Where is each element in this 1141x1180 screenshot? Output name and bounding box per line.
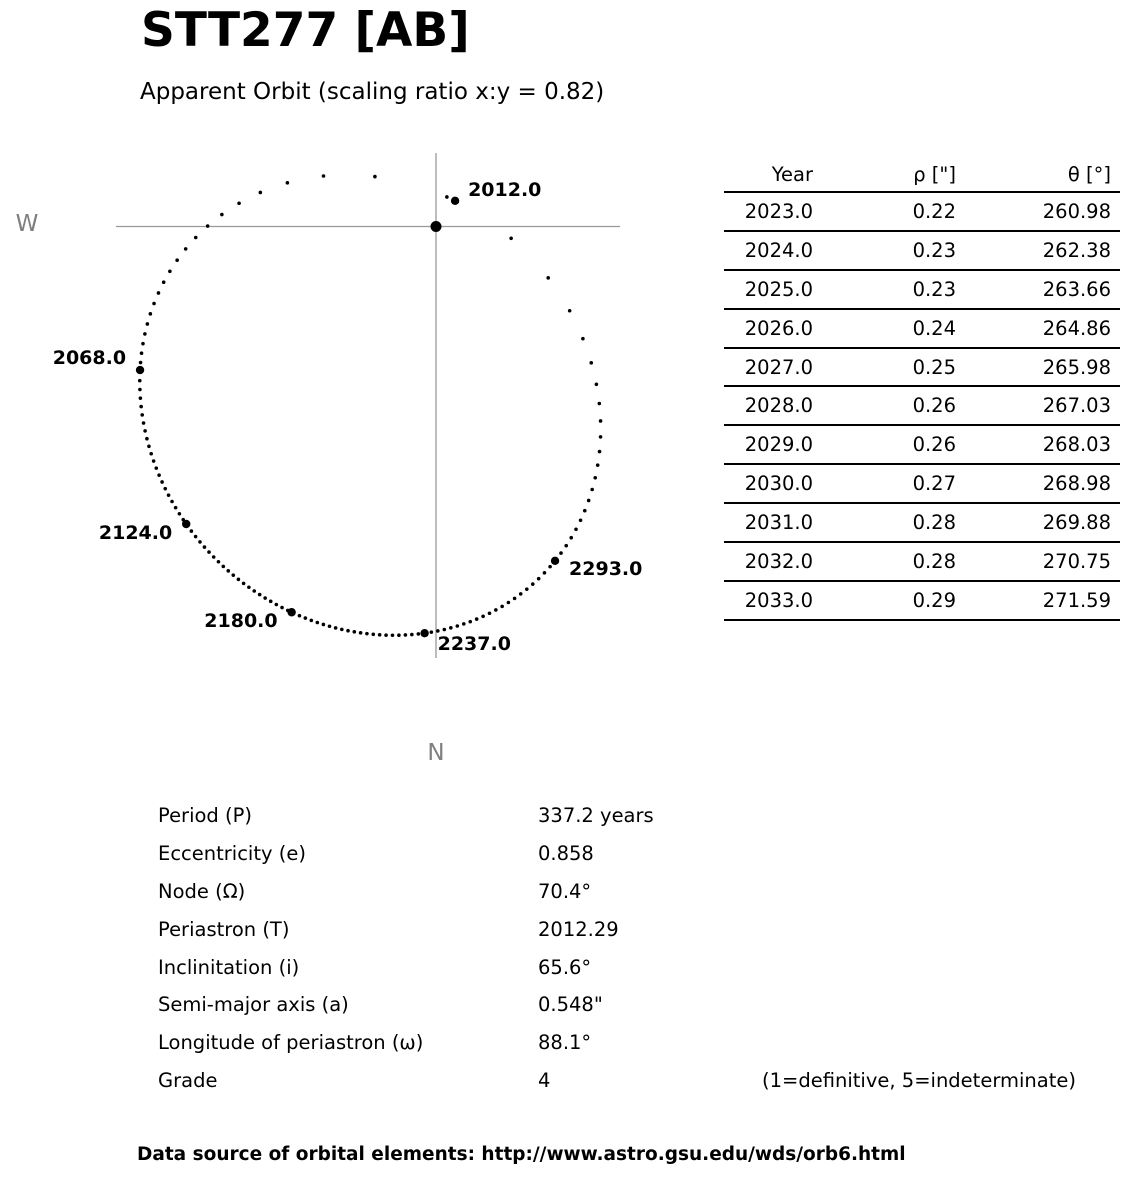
orbit-dot	[371, 633, 375, 637]
element-label: Grade	[158, 1069, 218, 1093]
orbit-dot	[378, 633, 382, 637]
orbit-dot	[185, 524, 189, 528]
epoch-label: 2237.0	[437, 633, 511, 656]
orbit-dot	[181, 518, 185, 522]
orbital-element-row	[158, 1067, 1108, 1105]
element-value: 2012.29	[538, 917, 619, 941]
epoch-dot	[551, 557, 559, 565]
orbit-dot	[139, 396, 143, 400]
orbital-element-row	[158, 954, 1108, 992]
orbit-dot	[417, 632, 421, 636]
orbit-dot	[154, 466, 158, 470]
orbit-dot	[170, 500, 174, 504]
orbit-dot	[436, 629, 440, 633]
orbit-dot	[589, 361, 593, 365]
orbit-dot	[152, 302, 156, 306]
orbit-dot	[269, 600, 273, 604]
orbit-dot	[322, 174, 326, 178]
table-cell: 264.86	[956, 309, 1120, 348]
orbit-dot	[160, 480, 164, 484]
orbit-dot	[157, 473, 161, 477]
orbit-dot	[543, 571, 547, 575]
orbit-dot	[168, 270, 172, 274]
orbit-dot	[430, 630, 434, 634]
table-row	[724, 192, 1120, 231]
grade-scale-note: (1=definitive, 5=indeterminate)	[762, 1069, 1076, 1093]
element-label: Node (Ω)	[158, 879, 246, 903]
orbit-dot	[175, 258, 179, 262]
table-cell: 0.23	[813, 270, 956, 309]
orbit-dot	[494, 608, 498, 612]
page-title: STT277 [AB]	[141, 3, 470, 58]
element-value: 88.1°	[538, 1031, 592, 1055]
orbit-dot	[423, 631, 427, 635]
table-cell: 0.22	[813, 192, 956, 231]
orbit-dot	[500, 605, 504, 609]
table-cell: 271.59	[956, 581, 1120, 620]
orbit-dot	[595, 382, 599, 386]
ephemeris-table-body	[724, 192, 1120, 620]
table-cell: 0.26	[813, 386, 956, 425]
orbit-dot	[163, 487, 167, 491]
element-label: Period (P)	[158, 804, 252, 827]
orbit-dot	[546, 276, 550, 280]
orbit-dot	[146, 322, 150, 326]
orbit-dot	[391, 633, 395, 637]
north-axis-label: N	[427, 740, 445, 766]
epoch-label: 2124.0	[98, 521, 173, 544]
table-cell: 0.26	[813, 425, 956, 464]
orbit-dot	[564, 544, 568, 548]
orbit-dot	[328, 624, 332, 628]
orbit-dot	[404, 633, 408, 637]
orbit-dot	[217, 560, 221, 564]
table-row	[724, 542, 1120, 581]
table-cell: 2026.0	[724, 309, 813, 348]
orbit-dot	[149, 452, 153, 456]
ephemeris-table	[724, 157, 1120, 621]
table-cell: 0.27	[813, 464, 956, 503]
element-value: 0.858	[538, 841, 594, 865]
table-cell: 2033.0	[724, 581, 813, 620]
table-cell: 0.23	[813, 231, 956, 270]
orbit-dot	[507, 601, 511, 605]
orbit-dot	[259, 191, 263, 195]
table-cell: 0.25	[813, 348, 956, 387]
orbit-dot	[531, 582, 535, 586]
orbit-dot	[365, 632, 369, 636]
orbit-dot	[384, 633, 388, 637]
orbit-dot	[568, 309, 572, 313]
element-label: Periastron (T)	[158, 917, 290, 941]
element-label: Longitude of periastron (ω)	[158, 1031, 424, 1055]
epoch-label: 2180.0	[204, 610, 278, 633]
element-label: Eccentricity (e)	[158, 841, 306, 865]
column-header: θ [°]	[956, 157, 1120, 192]
table-row	[724, 503, 1120, 542]
epoch-dot	[287, 608, 295, 616]
orbit-dot	[203, 545, 207, 549]
column-header: Year	[724, 157, 813, 192]
orbit-dot	[298, 614, 302, 618]
orbit-dot	[599, 435, 603, 439]
table-cell: 2031.0	[724, 503, 813, 542]
table-cell: 270.75	[956, 542, 1120, 581]
epoch-dot	[182, 520, 190, 528]
orbit-dot	[359, 631, 363, 635]
orbit-dot	[226, 569, 230, 573]
orbit-dot	[178, 512, 182, 516]
orbit-dot	[194, 535, 198, 539]
orbit-dot	[258, 593, 262, 597]
orbit-dot	[141, 342, 145, 346]
orbit-dot	[462, 622, 466, 626]
orbit-dot	[598, 450, 602, 454]
orbit-dot	[596, 463, 600, 467]
orbit-dot	[488, 611, 492, 615]
table-cell: 0.28	[813, 542, 956, 581]
orbit-dot	[316, 621, 320, 625]
orbit-dot	[468, 620, 472, 624]
orbit-dot	[237, 578, 241, 582]
orbit-dot	[143, 332, 147, 336]
orbit-dot	[445, 195, 449, 199]
orbit-dot	[537, 577, 541, 581]
table-cell: 263.66	[956, 270, 1120, 309]
table-cell: 268.03	[956, 425, 1120, 464]
orbit-dot	[481, 614, 485, 618]
orbit-dot	[167, 493, 171, 497]
orbit-dot	[138, 388, 142, 392]
table-cell: 268.98	[956, 464, 1120, 503]
orbital-element-row	[158, 991, 1108, 1029]
table-row	[724, 348, 1120, 387]
element-label: Inclinitation (i)	[158, 955, 300, 979]
orbit-dot	[147, 445, 151, 449]
page-subtitle: Apparent Orbit (scaling ratio x:y = 0.82)	[140, 79, 605, 105]
epoch-label: 2012.0	[468, 178, 542, 201]
epoch-dot	[136, 366, 144, 374]
table-row	[724, 386, 1120, 425]
orbit-dot	[574, 527, 578, 531]
orbital-element-row	[158, 802, 1108, 840]
table-cell: 0.28	[813, 503, 956, 542]
epoch-label: 2293.0	[569, 557, 643, 580]
orbit-dot	[292, 611, 296, 615]
orbital-element-row	[158, 878, 1108, 916]
orbit-dot	[143, 429, 147, 433]
table-cell: 2029.0	[724, 425, 813, 464]
orbit-dot	[410, 633, 414, 637]
orbit-dot	[340, 628, 344, 632]
table-cell: 2028.0	[724, 386, 813, 425]
orbit-dot	[519, 592, 523, 596]
orbit-dot	[162, 280, 166, 284]
orbit-dot	[581, 337, 585, 341]
table-cell: 2027.0	[724, 348, 813, 387]
element-label: Semi-major axis (a)	[158, 993, 349, 1017]
element-value: 4	[538, 1069, 551, 1093]
orbit-dot	[252, 589, 256, 593]
orbit-dot	[242, 582, 246, 586]
table-cell: 2025.0	[724, 270, 813, 309]
table-row	[724, 309, 1120, 348]
orbit-dot	[513, 597, 517, 601]
primary-star-marker	[431, 221, 442, 232]
orbit-dot	[346, 629, 350, 633]
orbit-dot	[456, 624, 460, 628]
orbit-dot	[139, 361, 143, 365]
orbit-dot	[373, 175, 377, 179]
orbit-dot	[237, 201, 241, 205]
orbital-element-row	[158, 1029, 1108, 1067]
data-source-note: Data source of orbital elements: http://www.astro.gsu.edu/wds/orb6.html	[137, 1144, 906, 1165]
orbit-dot	[247, 585, 251, 589]
orbital-element-row	[158, 916, 1108, 954]
orbit-dot	[145, 437, 149, 441]
orbit-dot	[275, 603, 279, 607]
west-axis-label: W	[15, 211, 39, 237]
element-value: 70.4°	[538, 879, 592, 903]
orbit-dot	[206, 224, 210, 228]
orbit-dot	[475, 617, 479, 621]
table-row	[724, 231, 1120, 270]
table-cell: 2032.0	[724, 542, 813, 581]
orbit-dot	[220, 213, 224, 217]
orbit-dot	[140, 351, 144, 355]
table-cell: 262.38	[956, 231, 1120, 270]
orbital-elements-list	[158, 802, 1108, 1105]
element-value: 0.548"	[538, 993, 603, 1017]
table-cell: 2024.0	[724, 231, 813, 270]
orbit-dot	[140, 413, 144, 417]
element-value: 337.2 years	[538, 804, 654, 827]
table-row	[724, 425, 1120, 464]
orbit-dot	[149, 312, 153, 316]
table-cell: 269.88	[956, 503, 1120, 542]
orbit-dot	[554, 558, 558, 562]
orbit-dot	[184, 247, 188, 251]
orbit-dot	[310, 619, 314, 623]
orbit-dot	[353, 630, 357, 634]
orbit-dot	[583, 509, 587, 513]
orbit-dot	[548, 565, 552, 569]
orbit-dot	[598, 402, 602, 406]
orbit-dot	[194, 236, 198, 240]
table-cell: 265.98	[956, 348, 1120, 387]
orbit-dot	[198, 540, 202, 544]
orbit-dot	[443, 628, 447, 632]
orbit-dot	[152, 459, 156, 463]
orbit-dot	[559, 551, 563, 555]
element-value: 65.6°	[538, 955, 592, 979]
table-cell: 0.29	[813, 581, 956, 620]
table-row	[724, 581, 1120, 620]
table-row	[724, 270, 1120, 309]
orbit-dot	[190, 529, 194, 533]
orbit-dot	[212, 555, 216, 559]
orbit-dot	[599, 419, 603, 423]
ephemeris-table-header-row	[724, 157, 1120, 192]
column-header: ρ ["]	[813, 157, 956, 192]
orbit-dot	[263, 596, 267, 600]
orbit-dot	[286, 609, 290, 613]
orbit-dot	[525, 587, 529, 591]
epoch-label: 2068.0	[52, 347, 127, 370]
table-cell: 2023.0	[724, 192, 813, 231]
orbit-dot	[280, 606, 284, 610]
orbit-dot	[587, 499, 591, 503]
orbit-dot	[222, 565, 226, 569]
table-cell: 260.98	[956, 192, 1120, 231]
orbit-dot	[138, 370, 142, 374]
table-cell: 2030.0	[724, 464, 813, 503]
table-cell: 267.03	[956, 386, 1120, 425]
table-cell: 0.24	[813, 309, 956, 348]
orbit-dot	[174, 506, 178, 510]
orbit-dot	[397, 633, 401, 637]
orbital-element-row	[158, 840, 1108, 878]
epoch-dot	[451, 197, 459, 205]
orbit-dot	[286, 181, 290, 185]
orbit-dot	[334, 626, 338, 630]
orbit-dot	[509, 237, 513, 241]
orbit-dot	[138, 379, 142, 383]
orbit-dot	[590, 488, 594, 492]
orbit-dot	[579, 518, 583, 522]
orbit-dot	[207, 550, 211, 554]
epoch-dot	[420, 629, 428, 637]
orbit-dot	[139, 405, 143, 409]
orbit-dot	[449, 626, 453, 630]
orbit-dot	[231, 573, 235, 577]
orbit-dot	[593, 476, 597, 480]
orbit-dot	[304, 616, 308, 620]
orbit-dot	[157, 291, 161, 295]
orbit-dot	[322, 623, 326, 627]
orbit-dot	[569, 536, 573, 540]
table-row	[724, 464, 1120, 503]
orbit-dot	[142, 421, 146, 425]
